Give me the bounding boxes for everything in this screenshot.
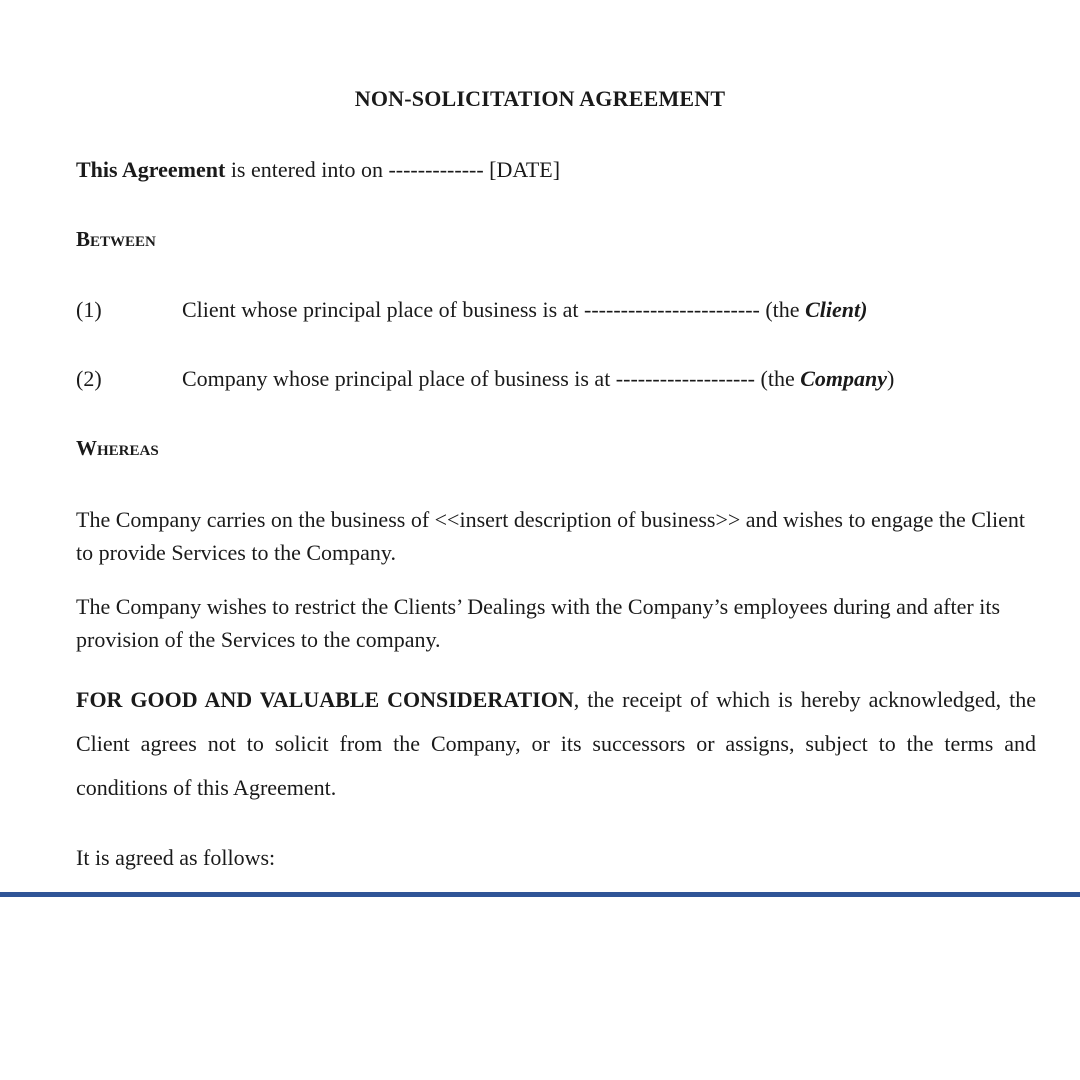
recital-2: The Company wishes to restrict the Clients’ Dealings with the Company’s employees during and after its provision of the Services to the company. xyxy=(76,594,1001,652)
party-2-close: ) xyxy=(887,366,895,391)
party-1-text xyxy=(182,297,867,323)
party-1-close: ) xyxy=(860,297,868,322)
party-2-role: Company xyxy=(800,366,887,391)
intro-rest: is entered into on ------------- [DATE] xyxy=(225,157,561,182)
consideration-clause xyxy=(76,678,1036,810)
party-2-number: (2) xyxy=(76,366,102,391)
agreement-intro xyxy=(76,157,560,183)
closing-line: It is agreed as follows: xyxy=(76,845,276,870)
party-2-text xyxy=(182,366,894,392)
footer-rule xyxy=(0,892,1080,897)
page-title: NON-SOLICITATION AGREEMENT xyxy=(354,86,726,111)
party-1-number: (1) xyxy=(76,297,102,322)
consideration-rest: , the receipt of which is hereby acknowledged, the Client agrees not to solicit from the Company, or its successors or assigns, subject to the terms and conditions of this Agreement. xyxy=(76,687,1037,800)
whereas-heading: Whereas xyxy=(76,436,159,460)
party-1-description: Client whose principal place of business is at ------------------------ (the xyxy=(182,297,806,322)
intro-bold: This Agreement xyxy=(76,157,226,182)
party-2-description: Company whose principal place of business is at ------------------- (the xyxy=(182,366,801,391)
between-heading: Between xyxy=(76,227,156,251)
party-1-role: Client xyxy=(805,297,861,322)
consideration-bold: FOR GOOD AND VALUABLE CONSIDERATION xyxy=(76,687,574,712)
recital-1: The Company carries on the business of <<insert description of business>> and wishes to engage the Client to provide Services to the Company. xyxy=(76,507,1025,565)
